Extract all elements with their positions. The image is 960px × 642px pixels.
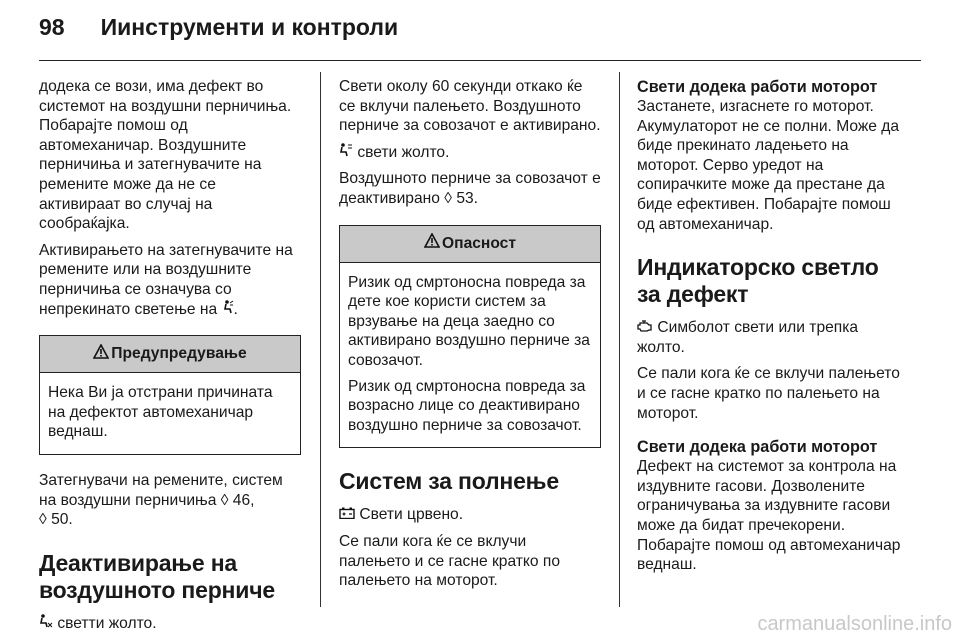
page-title: Иинструменти и контроли	[100, 14, 399, 40]
reference-arrow-icon: ◊	[220, 491, 229, 509]
battery-icon	[339, 506, 355, 523]
page-header	[39, 14, 398, 41]
paragraph: Активирањето на затегнувачите на ремените или на воздушните перничиња се означува со непрекинато светење на .	[39, 241, 293, 318]
paragraph: Свети околу 60 секунди откако ќе се вклучи палењето. Воздушното перниче за совозачот е активирано.	[339, 78, 601, 135]
paragraph: Воздушното перниче за совозачот е деактивирано ◊ 53.	[339, 170, 601, 207]
airbag-seat-icon	[39, 615, 53, 632]
warning-text: Нека Ви ја отстрани причината на дефектот автомеханичар веднаш.	[48, 384, 273, 441]
paragraph: Се пали кога ќе се вклучи палењето и се гасне кратко по палењето на моторот.	[637, 365, 900, 422]
airbag-seat-icon	[339, 144, 353, 161]
warning-box	[39, 335, 301, 455]
warning-box-header: Предупредување	[40, 336, 300, 373]
column-divider	[320, 72, 321, 607]
column-2	[339, 77, 601, 598]
danger-text: Ризик од смртоносна повреда за возрасно лице со деактивирано воздушно перниче за совозачот.	[348, 377, 586, 434]
paragraph: свети жолто.	[339, 143, 601, 163]
paragraph: додека се вози, има дефект во системот на воздушни перничиња. Побарајте помош од автомеханичар. Воздушните перничиња и затегнувачите на ремените може да не се активираат во случај на сообраќајка.	[39, 78, 292, 233]
column-3	[637, 77, 903, 582]
danger-box-header: Опасност	[340, 226, 600, 263]
danger-text: Ризик од смртоносна повреда за дете кое користи систем за врзување на деца заедно со активирано воздушно перниче за совозачот.	[348, 273, 590, 369]
sub-heading: Свети додека работи моторот	[637, 78, 878, 96]
column-divider	[619, 72, 620, 607]
column-1	[39, 77, 301, 640]
section-heading: Систем за полнење	[339, 468, 559, 495]
warning-triangle-icon	[93, 344, 109, 365]
watermark: carmanualsonline.info	[757, 613, 952, 635]
reference-arrow-icon: ◊	[444, 189, 452, 207]
engine-icon	[637, 319, 653, 336]
paragraph: Симболот свети или трепка жолто.	[637, 319, 859, 356]
page-number: 98	[39, 14, 65, 40]
paragraph: Се пали кога ќе се вклучи палењето и се гасне кратко по палењето на моторот.	[339, 532, 561, 590]
section-heading: Индикаторско светло за дефект	[637, 254, 879, 308]
header-rule	[39, 60, 921, 61]
paragraph: Застанете, изгаснете го моторот. Акумулаторот не се полни. Може да биде прекинато ладењето на моторот. Серво уредот на сопирачките може да престане да биде ефективен. Побарајте помош од автомеханичар.	[637, 98, 900, 233]
paragraph: Свети црвено.	[339, 505, 601, 525]
danger-box	[339, 225, 601, 449]
reference-arrow-icon: ◊	[39, 511, 47, 529]
paragraph: Дефект на системот за контрола на издувните гасови. Дозволените ограничувања за издувните гасови може да бидат пречекорени. Побарајте помош од автомеханичар веднаш.	[637, 458, 901, 574]
section-heading: Деактивирање на воздушното перниче	[39, 549, 275, 603]
sub-heading: Свети додека работи моторот	[637, 438, 878, 457]
paragraph: Затегнувачи на ремените, систем на воздушни перничиња ◊ 46, ◊ 50.	[39, 471, 283, 529]
paragraph: светти жолто.	[39, 614, 301, 634]
warning-triangle-icon	[424, 233, 440, 254]
airbag-seat-icon	[222, 301, 234, 317]
